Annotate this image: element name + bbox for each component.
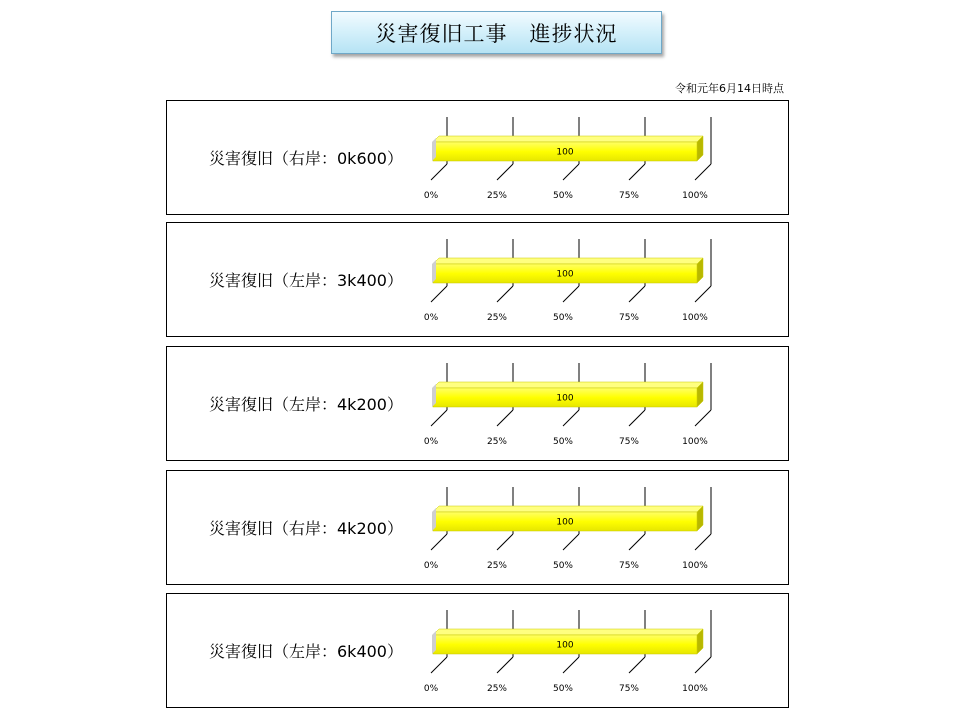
chart-panel bbox=[166, 346, 789, 461]
gridline-floor bbox=[629, 286, 645, 302]
tick-label: 25% bbox=[486, 191, 508, 201]
tick-label: 50% bbox=[552, 313, 574, 323]
tick-label: 25% bbox=[486, 561, 508, 571]
bar-top-face bbox=[433, 506, 703, 512]
tick-label: 100% bbox=[682, 684, 708, 694]
chart-category-label: 災害復旧（右岸：4k200） bbox=[209, 519, 403, 538]
tick-label: 0% bbox=[423, 313, 439, 323]
chart-panel bbox=[166, 593, 789, 708]
tick-label: 100% bbox=[682, 437, 708, 447]
gridline-floor bbox=[695, 534, 711, 550]
gridline-floor bbox=[497, 534, 513, 550]
gridline-floor bbox=[497, 286, 513, 302]
tick-label: 0% bbox=[423, 561, 439, 571]
gridline-floor bbox=[695, 286, 711, 302]
bar-value-label: 100 bbox=[556, 393, 574, 404]
tick-label: 100% bbox=[682, 191, 708, 201]
bar-chart bbox=[167, 223, 790, 336]
gridline-floor bbox=[563, 164, 579, 180]
gridline-floor bbox=[695, 657, 711, 673]
gridline-floor bbox=[629, 534, 645, 550]
bar-left-cap bbox=[432, 260, 436, 283]
gridline-floor bbox=[431, 410, 447, 426]
tick-label: 75% bbox=[618, 313, 640, 323]
chart-category-label: 災害復旧（右岸：0k600） bbox=[209, 149, 403, 168]
chart-panel bbox=[166, 470, 789, 585]
tick-label: 25% bbox=[486, 684, 508, 694]
gridline-floor bbox=[629, 657, 645, 673]
bar-chart bbox=[167, 594, 790, 707]
tick-label: 100% bbox=[682, 561, 708, 571]
gridline-floor bbox=[497, 410, 513, 426]
gridline-floor bbox=[431, 286, 447, 302]
tick-label: 50% bbox=[552, 191, 574, 201]
tick-label: 0% bbox=[423, 437, 439, 447]
bar-value-label: 100 bbox=[556, 640, 574, 651]
bar-left-cap bbox=[432, 631, 436, 654]
tick-label: 0% bbox=[423, 191, 439, 201]
gridline-floor bbox=[563, 657, 579, 673]
tick-label: 75% bbox=[618, 561, 640, 571]
gridline-floor bbox=[563, 534, 579, 550]
bar-chart bbox=[167, 101, 790, 214]
gridline-floor bbox=[431, 164, 447, 180]
bar-top-face bbox=[433, 382, 703, 388]
bar-left-cap bbox=[432, 384, 436, 407]
bar-value-label: 100 bbox=[556, 517, 574, 528]
tick-label: 50% bbox=[552, 684, 574, 694]
bar-left-cap bbox=[432, 508, 436, 531]
bar-top-face bbox=[433, 258, 703, 264]
bar-top-face bbox=[433, 136, 703, 142]
gridline-floor bbox=[497, 657, 513, 673]
tick-label: 75% bbox=[618, 437, 640, 447]
as-of-date: 令和元年6月14日時点 bbox=[675, 82, 784, 95]
gridline-floor bbox=[629, 164, 645, 180]
gridline-floor bbox=[695, 164, 711, 180]
gridline-floor bbox=[629, 410, 645, 426]
chart-category-label: 災害復旧（左岸：6k400） bbox=[209, 642, 403, 661]
chart-category-label: 災害復旧（左岸：3k400） bbox=[209, 271, 403, 290]
tick-label: 75% bbox=[618, 684, 640, 694]
tick-label: 50% bbox=[552, 437, 574, 447]
gridline-floor bbox=[431, 657, 447, 673]
bar-chart bbox=[167, 471, 790, 584]
gridline-floor bbox=[563, 286, 579, 302]
chart-category-label: 災害復旧（左岸：4k200） bbox=[209, 395, 403, 414]
tick-label: 75% bbox=[618, 191, 640, 201]
tick-label: 25% bbox=[486, 437, 508, 447]
page-title: 災害復旧工事 進捗状況 bbox=[331, 11, 662, 54]
tick-label: 50% bbox=[552, 561, 574, 571]
tick-label: 100% bbox=[682, 313, 708, 323]
chart-panel bbox=[166, 100, 789, 215]
gridline-floor bbox=[563, 410, 579, 426]
bar-value-label: 100 bbox=[556, 269, 574, 280]
tick-label: 0% bbox=[423, 684, 439, 694]
gridline-floor bbox=[431, 534, 447, 550]
chart-panel bbox=[166, 222, 789, 337]
gridline-floor bbox=[695, 410, 711, 426]
bar-left-cap bbox=[432, 138, 436, 161]
gridline-floor bbox=[497, 164, 513, 180]
bar-value-label: 100 bbox=[556, 147, 574, 158]
tick-label: 25% bbox=[486, 313, 508, 323]
bar-top-face bbox=[433, 629, 703, 635]
bar-chart bbox=[167, 347, 790, 460]
